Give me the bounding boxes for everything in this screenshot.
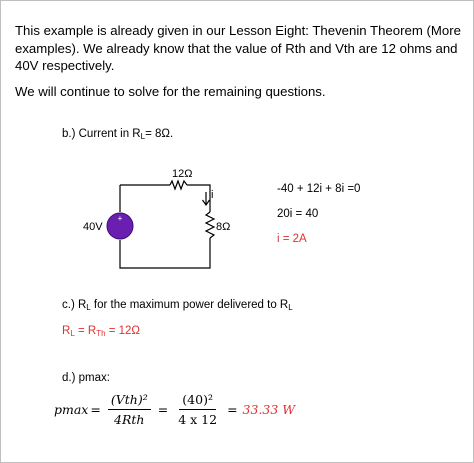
- current-result: i = 2A: [277, 233, 307, 245]
- denominator-4x12: 4 x 12: [178, 412, 218, 427]
- label-current-i: i: [211, 189, 214, 201]
- intro-paragraph-1: This example is already given in our Lesson Eight: Thevenin Theorem (More examples). We already know that the value of Rth and Vth are 12 ohms and 40V respectively.: [15, 23, 461, 73]
- label-8-ohm: 8Ω: [216, 221, 231, 233]
- kvl-equation: -40 + 12i + 8i =0: [277, 183, 361, 195]
- equals-sign-3: =: [227, 402, 238, 417]
- numerator-vth: (Vth)²: [108, 392, 151, 410]
- pmax-formula: [54, 392, 295, 427]
- pmax-lhs: pmax: [54, 402, 89, 417]
- circuit-diagram: [75, 160, 245, 275]
- label-12-ohm: 12Ω: [172, 168, 193, 180]
- fraction-vth: [108, 392, 151, 427]
- intro-text: [15, 22, 463, 100]
- equals-sign-1: =: [90, 402, 101, 417]
- source-plus-sign: +: [117, 214, 123, 223]
- denominator-rth: 4Rth: [114, 412, 145, 427]
- label-40v: 40V: [83, 221, 103, 233]
- resistor-8-symbol: [206, 212, 214, 238]
- resistor-12-symbol: [170, 181, 187, 189]
- fraction-values: [175, 392, 220, 427]
- part-d-heading: d.) pmax:: [62, 372, 110, 384]
- numerator-40: (40)²: [179, 392, 216, 410]
- intro-paragraph-2: We will continue to solve for the remaining questions.: [15, 83, 326, 99]
- part-c-heading: c.) $R_L$ for the maximum power delivered to $R_L$: [62, 299, 293, 312]
- part-c-answer: $R_L = R_{Th} = 12\Omega$: [62, 325, 141, 338]
- simplified-equation: 20i = 40: [277, 208, 319, 220]
- pmax-result: 33.33 W: [242, 402, 296, 417]
- equals-sign-2: =: [157, 402, 169, 417]
- part-b-heading: b.) Current in $R_L= 8\Omega$.: [62, 128, 174, 141]
- left-wire-lower: [120, 238, 210, 268]
